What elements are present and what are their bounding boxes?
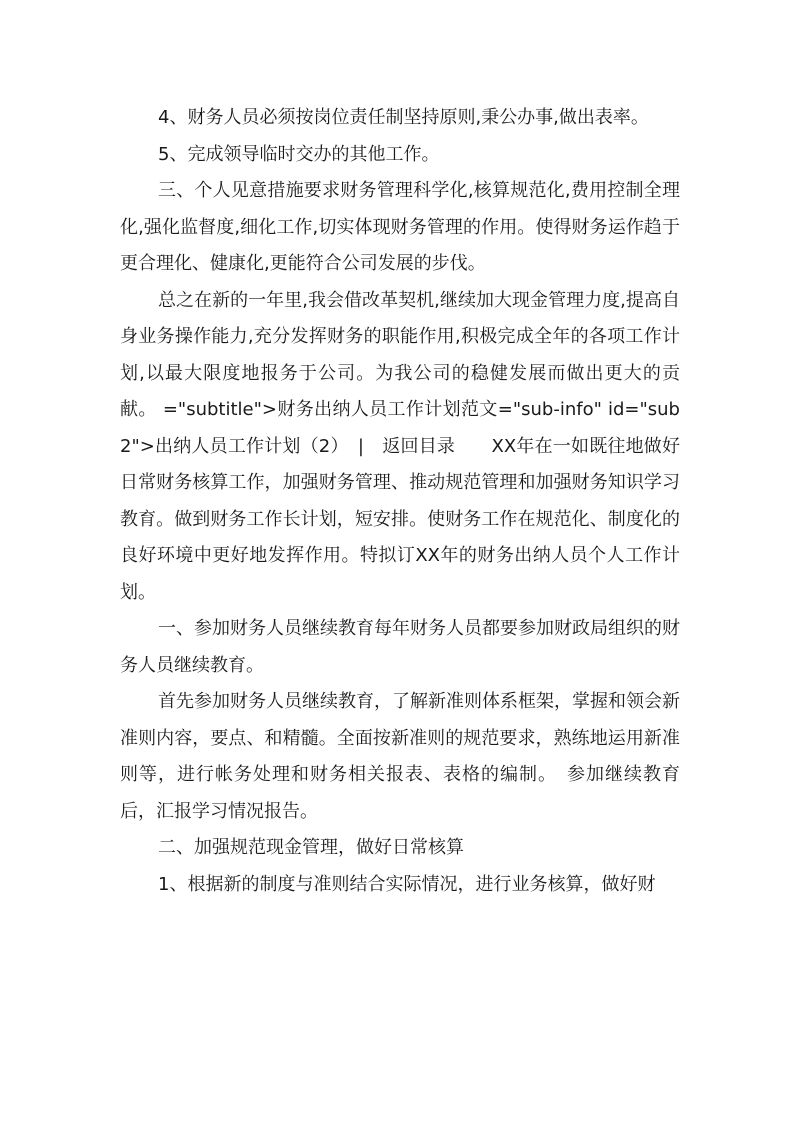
paragraph-summary: 总之在新的一年里,我会借改革契机,继续加大现金管理力度,提高自身业务操作能力,充分发挥财务的职能作用,积极完成全年的各项工作计划,以最大限度地报务于公司。为我公司的稳健发展而做出更大的贡献。 ="subtitle">财务出纳人员工作计划范文="sub-info" id="sub2">出纳人员工作计划（2） | 返回目录 XX年在一如既往地做好日常财务核算工作，加强财务管理、推动规范管理和加强财务知识学习教育。做到财务工作长计划，短安排。使财务工作在规范化、制度化的良好环境中更好地发挥作用。特拟订XX年的财务出纳人员个人工作计划。 [120, 289, 680, 603]
document-body [120, 100, 680, 903]
paragraph-section-2: 二、加强规范现金管理，做好日常核算 [158, 837, 464, 858]
paragraph-item-4: 4、财务人员必须按岗位责任制坚持原则,秉公办事,做出表率。 [158, 107, 649, 128]
paragraph-item-1: 1、根据新的制度与准则结合实际情况，进行业务核算，做好财 [158, 873, 656, 895]
paragraph-item-5: 5、完成领导临时交办的其他工作。 [158, 143, 440, 165]
paragraph-section-3: 三、个人见意措施要求财务管理科学化,核算规范化,费用控制全理化,强化监督度,细化工作,切实体现财务管理的作用。使得财务运作趋于更合理化、健康化,更能符合公司发展的步伐。 [120, 180, 680, 274]
paragraph-education: 首先参加财务人员继续教育，了解新准则体系框架，掌握和领会新准则内容，要点、和精髓。全面按新准则的规范要求，熟练地运用新准则等，进行帐务处理和财务相关报表、表格的编制。 参加继续教育后，汇报学习情况报告。 [120, 691, 680, 822]
paragraph-section-1: 一、参加财务人员继续教育每年财务人员都要参加财政局组织的财务人员继续教育。 [120, 618, 680, 676]
